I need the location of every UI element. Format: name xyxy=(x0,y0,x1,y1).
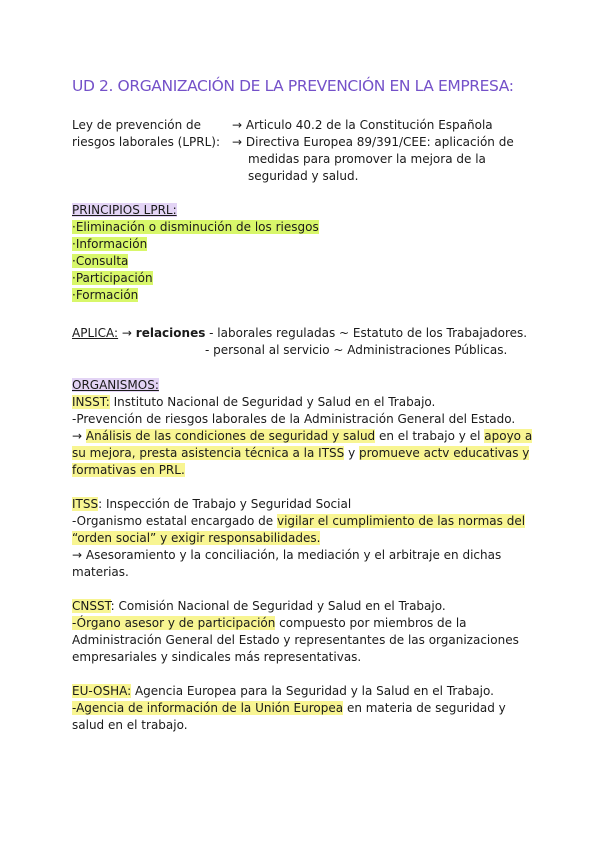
itss-line-2-text: -Organismo estatal encargado de xyxy=(72,514,277,528)
insst-highlight-apoyo: apoyo a xyxy=(484,429,533,443)
aplica-arrow: → xyxy=(118,326,136,340)
principio-item: ·Participación xyxy=(72,271,153,285)
ley-label-line-1: Ley de prevención de xyxy=(72,118,202,132)
cnsst-line-2-text: compuesto por miembros de la xyxy=(275,616,467,630)
aplica-line-1: - laborales reguladas ~ Estatuto de los Trabajadores. xyxy=(205,326,528,340)
itss-abbr: ITSS xyxy=(72,497,99,511)
principio-item: ·Consulta xyxy=(72,254,129,268)
euosha-line-2-text: en materia de seguridad y xyxy=(343,701,506,715)
insst-name: Instituto Nacional de Seguridad y Salud en el Trabajo. xyxy=(109,395,436,409)
itss-line-4: → Asesoramiento y la conciliación, la mediación y el arbitraje en dichas xyxy=(72,548,502,562)
itss-line-5: materias. xyxy=(72,565,129,579)
aplica-relaciones: relaciones xyxy=(135,326,206,340)
ley-label xyxy=(72,117,232,151)
principios-section xyxy=(72,202,542,304)
cnsst-line-4: empresariales y sindicales más representativas. xyxy=(72,650,362,664)
itss-highlight-vigilar: vigilar el cumplimiento de las normas del xyxy=(276,514,526,528)
euosha-abbr: EU-OSHA: xyxy=(72,684,132,698)
organismos-heading: ORGANISMOS: xyxy=(72,378,159,392)
insst-line-2: -Prevención de riesgos laborales de la Administración General del Estado. xyxy=(72,412,516,426)
euosha-name: Agencia Europea para la Seguridad y la Salud en el Trabajo. xyxy=(131,684,494,698)
aplica-line-2: - personal al servicio ~ Administraciones Públicas. xyxy=(205,343,508,357)
insst-highlight-formativas: formativas en PRL. xyxy=(72,463,185,477)
ley-label-line-2: riesgos laborales (LPRL): xyxy=(72,135,220,149)
ley-item-directiva-cont-1: medidas para promover la mejora de la xyxy=(248,152,486,166)
itss-name: : Inspección de Trabajo y Seguridad Social xyxy=(98,497,352,511)
ley-item-directiva-cont-2: seguridad y salud. xyxy=(248,169,359,183)
insst-abbr: INSST: xyxy=(72,395,110,409)
organismos-section xyxy=(72,377,542,734)
principios-heading: PRINCIPIOS LPRL: xyxy=(72,203,177,217)
principio-item: ·Formación xyxy=(72,288,139,302)
cnsst-abbr: CNSST xyxy=(72,599,111,613)
cnsst-name: : Comisión Nacional de Seguridad y Salud en el Trabajo. xyxy=(110,599,446,613)
principio-item: ·Información xyxy=(72,237,148,251)
insst-line-4-text: y xyxy=(344,446,360,460)
itss-highlight-orden-social: “orden social” y exigir responsabilidades. xyxy=(72,531,321,545)
insst-highlight-analisis: Análisis de las condiciones de seguridad y salud xyxy=(85,429,376,443)
principio-item: ·Eliminación o disminución de los riesgos xyxy=(72,220,319,234)
insst-arrow: → xyxy=(72,429,86,443)
euosha-highlight-agencia: -Agencia de información de la Unión Europea xyxy=(72,701,344,715)
aplica-label: APLICA: xyxy=(72,326,119,340)
ley-item-constitucion: → Articulo 40.2 de la Constitución Española xyxy=(232,118,493,132)
ley-items xyxy=(232,117,542,185)
page-title: UD 2. ORGANIZACIÓN DE LA PREVENCIÓN EN LA EMPRESA: xyxy=(72,77,514,95)
euosha-line-3: salud en el trabajo. xyxy=(72,718,188,732)
insst-highlight-asistencia: su mejora, presta asistencia técnica a la ITSS xyxy=(72,446,345,460)
aplica-section xyxy=(72,325,542,359)
cnsst-line-3: Administración General del Estado y representantes de las organizaciones xyxy=(72,633,519,647)
ley-item-directiva: → Directiva Europea 89/391/CEE: aplicación de xyxy=(232,135,514,149)
insst-highlight-promueve: promueve actv educativas y xyxy=(359,446,530,460)
cnsst-highlight-organo: -Órgano asesor y de participación xyxy=(72,616,276,630)
insst-line-3-text: en el trabajo y el xyxy=(375,429,485,443)
